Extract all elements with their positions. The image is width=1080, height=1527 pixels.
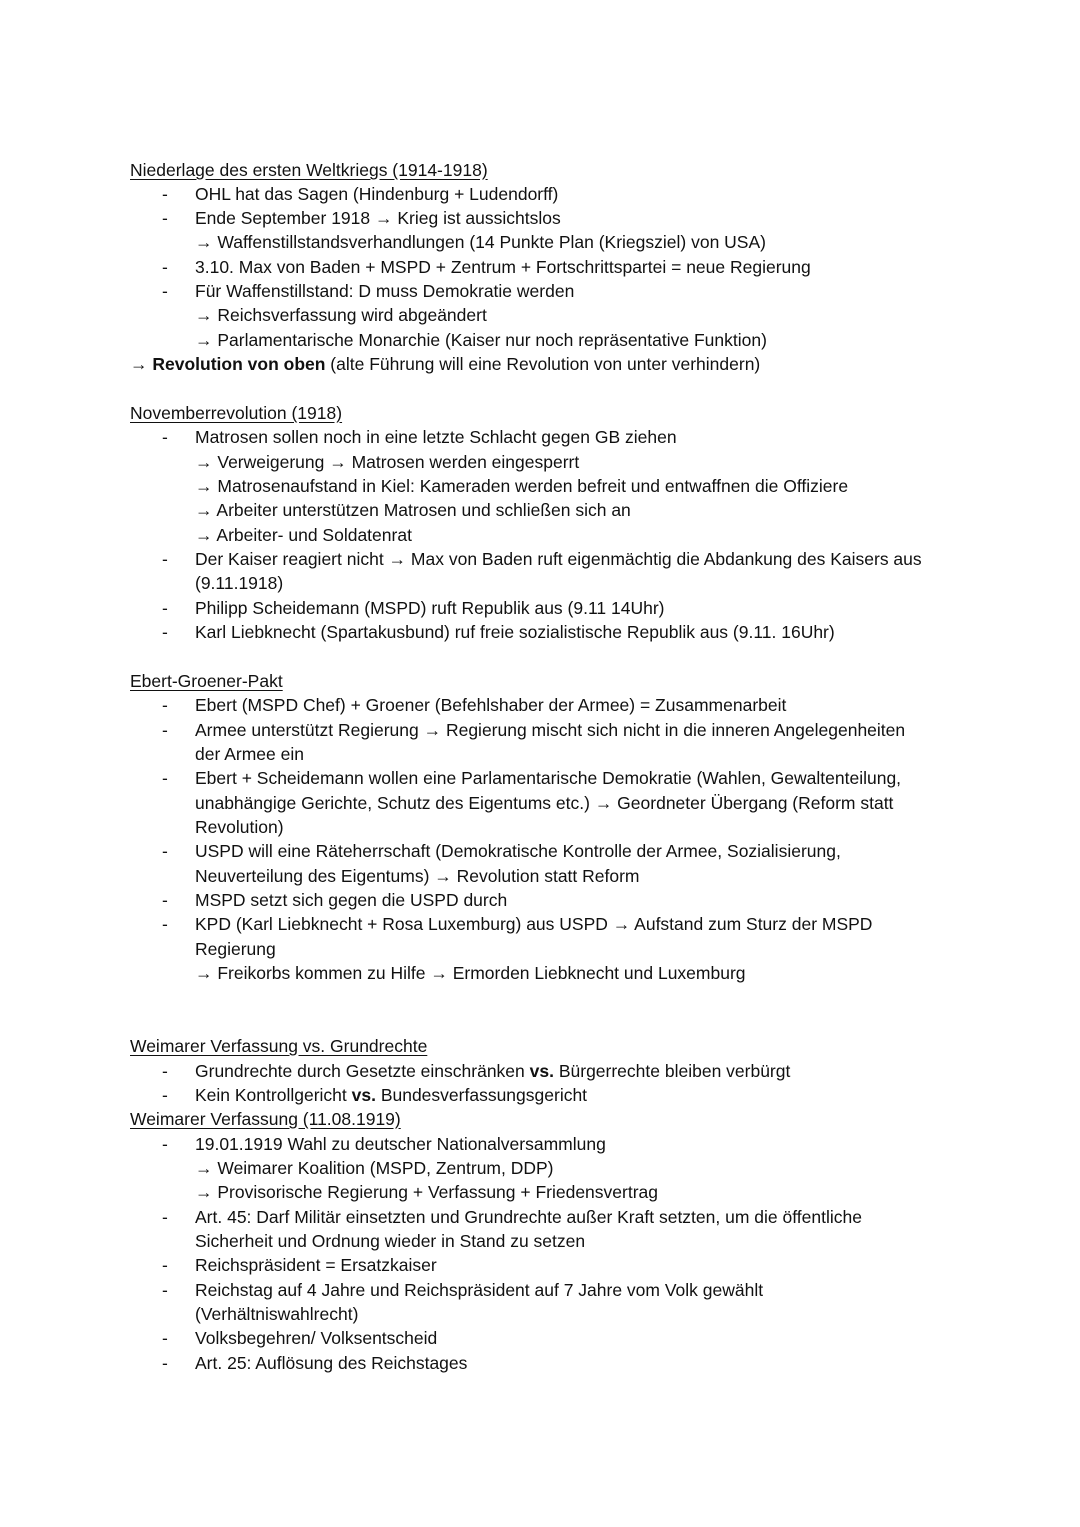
list-item-arrow: → Reichsverfassung wird abgeändert [195, 305, 487, 325]
section-heading-ebert-groener: Ebert-Groener-Pakt [130, 671, 283, 691]
list-item: USPD will eine Räteherrschaft (Demokratische Kontrolle der Armee, Sozialisierung, [195, 841, 841, 861]
list-item: Reichstag auf 4 Jahre und Reichspräsident auf 7 Jahre vom Volk gewählt [195, 1280, 764, 1300]
comparison-left: Grundrechte durch Gesetzte einschränken [195, 1061, 530, 1081]
list-item-arrow: → Verweigerung → Matrosen werden eingesperrt [195, 452, 580, 472]
conclusion-rest: (alte Führung will eine Revolution von unter verhindern) [325, 354, 761, 374]
list-item-arrow: → Matrosenaufstand in Kiel: Kameraden werden befreit und entwaffnen die Offiziere [195, 476, 849, 496]
conclusion-line [130, 352, 760, 376]
bullet-dash: - [162, 622, 168, 642]
list-item: Philipp Scheidemann (MSPD) ruft Republik aus (9.11 14Uhr) [195, 598, 665, 618]
list-item: MSPD setzt sich gegen die USPD durch [195, 890, 508, 910]
list-item-continued: Revolution) [195, 817, 284, 837]
section-heading-weimarer-verfassung: Weimarer Verfassung (11.08.1919) [130, 1109, 401, 1129]
bullet-dash: - [162, 1255, 168, 1275]
bullet-dash: - [162, 1328, 168, 1348]
vs-label: vs. [529, 1061, 554, 1081]
bullet-dash: - [162, 914, 168, 934]
list-item-continued: Regierung [195, 939, 276, 959]
arrow-icon: → [130, 354, 153, 374]
bullet-dash: - [162, 427, 168, 447]
bullet-dash: - [162, 1134, 168, 1154]
bullet-dash: - [162, 257, 168, 277]
bullet-dash: - [162, 890, 168, 910]
comparison-right: Bundesverfassungsgericht [375, 1085, 588, 1105]
comparison-left: Kein Kontrollgericht [195, 1085, 352, 1105]
conclusion-bold: Revolution von oben [152, 354, 326, 374]
comparison-right: Bürgerrechte bleiben verbürgt [553, 1061, 791, 1081]
bullet-dash: - [162, 695, 168, 715]
list-item-arrow: → Waffenstillstandsverhandlungen (14 Punkte Plan (Kriegsziel) von USA) [195, 232, 766, 252]
bullet-dash: - [162, 1085, 168, 1105]
list-item: Volksbegehren/ Volksentscheid [195, 1328, 438, 1348]
list-item: Der Kaiser reagiert nicht → Max von Baden ruft eigenmächtig die Abdankung des Kaisers aus [195, 549, 922, 569]
vs-label: vs. [351, 1085, 376, 1105]
list-item: OHL hat das Sagen (Hindenburg + Ludendorff) [195, 184, 559, 204]
bullet-dash: - [162, 1353, 168, 1373]
list-item: Ebert (MSPD Chef) + Groener (Befehlshaber der Armee) = Zusammenarbeit [195, 695, 787, 715]
list-item: Art. 25: Auflösung des Reichstages [195, 1353, 468, 1373]
bullet-dash: - [162, 1207, 168, 1227]
list-item: Karl Liebknecht (Spartakusbund) ruf freie sozialistische Republik aus (9.11. 16Uhr) [195, 622, 835, 642]
bullet-dash: - [162, 184, 168, 204]
list-item: Armee unterstützt Regierung → Regierung mischt sich nicht in die inneren Angelegenheiten [195, 720, 906, 740]
bullet-dash: - [162, 549, 168, 569]
list-item-continued: unabhängige Gerichte, Schutz des Eigentums etc.) → Geordneter Übergang (Reform statt [195, 793, 894, 813]
list-item-continued: (9.11.1918) [195, 573, 284, 593]
bullet-dash: - [162, 208, 168, 228]
list-item: Matrosen sollen noch in eine letzte Schlacht gegen GB ziehen [195, 427, 677, 447]
bullet-dash: - [162, 1061, 168, 1081]
section-heading-novemberrevolution: Novemberrevolution (1918) [130, 403, 343, 423]
bullet-dash: - [162, 720, 168, 740]
section-heading-weltkrieg: Niederlage des ersten Weltkriegs (1914-1918) [130, 160, 488, 180]
list-item-arrow: → Arbeiter unterstützen Matrosen und schließen sich an [195, 500, 631, 520]
bullet-dash: - [162, 1280, 168, 1300]
list-item-continued: Neuverteilung des Eigentums) → Revolution statt Reform [195, 866, 640, 886]
list-item-arrow: → Provisorische Regierung + Verfassung + Friedensvertrag [195, 1182, 659, 1202]
list-item: 19.01.1919 Wahl zu deutscher Nationalversammlung [195, 1134, 606, 1154]
list-item-arrow: → Parlamentarische Monarchie (Kaiser nur noch repräsentative Funktion) [195, 330, 767, 350]
list-item: Für Waffenstillstand: D muss Demokratie werden [195, 281, 575, 301]
list-item: KPD (Karl Liebknecht + Rosa Luxemburg) aus USPD → Aufstand zum Sturz der MSPD [195, 914, 873, 934]
list-item: Art. 45: Darf Militär einsetzten und Grundrechte außer Kraft setzten, um die öffentliche [195, 1207, 862, 1227]
list-item [195, 1083, 587, 1107]
list-item: Ebert + Scheidemann wollen eine Parlamentarische Demokratie (Wahlen, Gewaltenteilung, [195, 768, 902, 788]
bullet-dash: - [162, 841, 168, 861]
list-item: Ende September 1918 → Krieg ist aussichtslos [195, 208, 561, 228]
section-heading-verfassung-grundrechte: Weimarer Verfassung vs. Grundrechte [130, 1036, 428, 1056]
list-item [195, 1059, 790, 1083]
list-item-arrow: → Weimarer Koalition (MSPD, Zentrum, DDP) [195, 1158, 554, 1178]
bullet-dash: - [162, 768, 168, 788]
bullet-dash: - [162, 598, 168, 618]
list-item-continued: Sicherheit und Ordnung wieder in Stand zu setzen [195, 1231, 586, 1251]
list-item-continued: (Verhältniswahlrecht) [195, 1304, 359, 1324]
list-item: 3.10. Max von Baden + MSPD + Zentrum + Fortschrittspartei = neue Regierung [195, 257, 811, 277]
list-item-continued: der Armee ein [195, 744, 304, 764]
list-item: Reichspräsident = Ersatzkaiser [195, 1255, 437, 1275]
list-item-arrow: → Freikorbs kommen zu Hilfe → Ermorden Liebknecht und Luxemburg [195, 963, 746, 983]
list-item-arrow: → Arbeiter- und Soldatenrat [195, 525, 412, 545]
bullet-dash: - [162, 281, 168, 301]
